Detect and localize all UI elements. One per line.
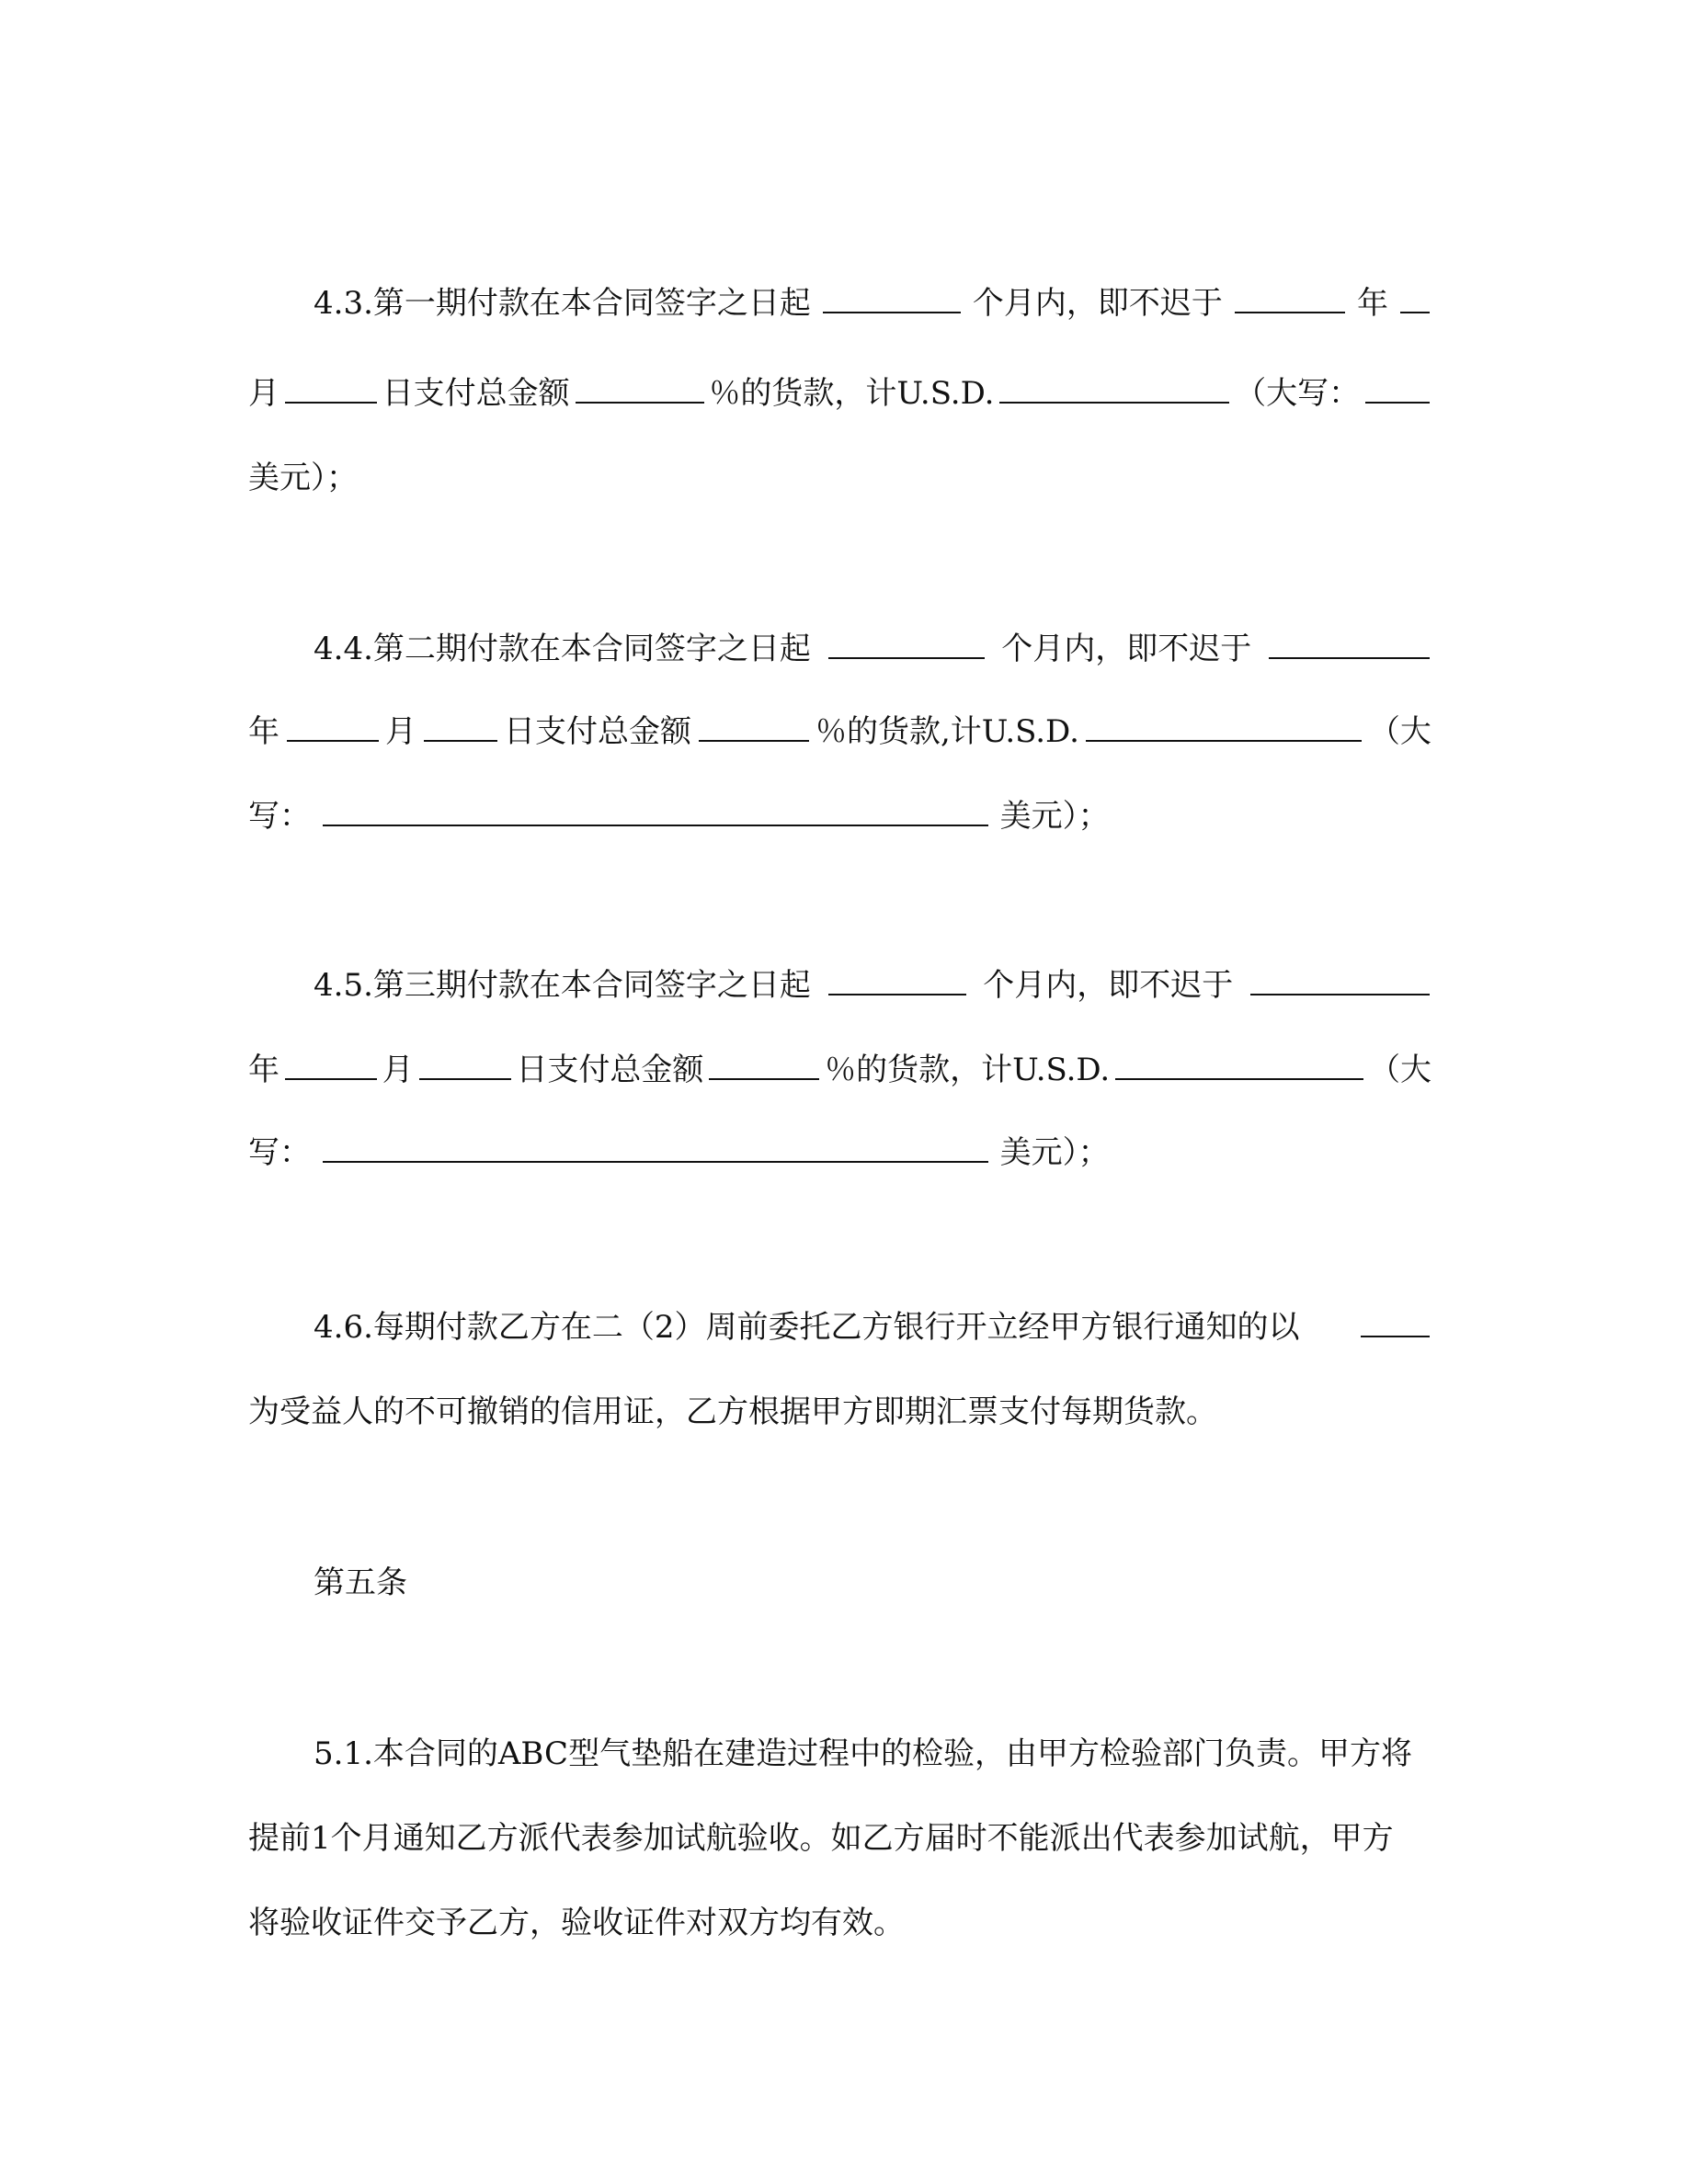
clause-4-4-text: 年 [248,713,279,750]
blank-field[interactable] [1250,962,1430,995]
clause-4-4-line-3 [248,789,1431,844]
clause-4-5-line-2 [248,1042,1431,1098]
clause-5-1-text: 提前1个月通知乙方派代表参加试航验收。如乙方届时不能派出代表参加试航，甲方 [248,1820,1394,1857]
clause-4-5-text: 美元）； [999,1134,1110,1171]
article-5-heading [314,1555,1431,1610]
clause-4-6-text: 为受益人的不可撤销的信用证，乙方根据甲方即期汇票支付每期货款。 [248,1393,1217,1430]
article-heading-text: 第五条 [314,1564,407,1601]
clause-4-4-text: 个月内，即不迟于 [1001,631,1252,667]
clause-4-6-line-2 [248,1384,1431,1439]
blank-field[interactable] [323,793,988,826]
clause-4-6-text: 4.6.每期付款乙方在二（2）周前委托乙方银行开立经甲方银行通知的以 [314,1309,1300,1346]
blank-field[interactable] [699,709,809,742]
blank-field[interactable] [1361,1304,1430,1337]
blank-field[interactable] [323,1130,988,1163]
blank-field[interactable] [828,962,966,995]
blank-field[interactable] [1269,626,1430,659]
clause-4-5-text: 写： [248,1134,311,1171]
clause-4-3-text: （大写： [1235,375,1361,412]
clause-4-3-text: 月 [248,375,279,412]
clause-4-3-text: ％的货款，计U.S.D. [709,375,995,412]
clause-4-4-line-2 [248,704,1431,759]
clause-4-5-text: 日支付总金额 [516,1052,704,1088]
clause-4-4-text: ％的货款,计U.S.D. [815,713,1079,750]
clause-4-5-text: 4.5.第三期付款在本合同签字之日起 [314,967,811,1004]
clause-4-3-text: 美元）； [248,460,358,496]
clause-4-6-line-1 [314,1300,1431,1355]
blank-field[interactable] [424,709,497,742]
blank-field[interactable] [823,280,961,313]
clause-4-5-text: （大 [1368,1052,1431,1088]
clause-4-4-text: 美元）； [999,798,1110,835]
clause-4-4-line-1 [314,621,1431,677]
clause-4-4-text: 月 [385,713,416,750]
clause-4-3-text: 年 [1356,285,1388,322]
clause-4-4-text: 4.4.第二期付款在本合同签字之日起 [314,631,811,667]
blank-field[interactable] [1235,280,1345,313]
clause-5-1-line-3 [248,1895,1431,1951]
blank-field[interactable] [1365,370,1430,404]
blank-field[interactable] [709,1047,819,1080]
clause-4-4-text: （大 [1368,713,1431,750]
clause-4-4-text: 日支付总金额 [504,713,691,750]
blank-field[interactable] [828,626,985,659]
blank-field[interactable] [1115,1047,1363,1080]
clause-5-1-line-2 [248,1811,1431,1866]
clause-4-3-text: 日支付总金额 [382,375,570,412]
clause-4-3-text: 4.3.第一期付款在本合同签字之日起 [314,285,811,322]
clause-4-5-text: ％的货款，计U.S.D. [825,1052,1111,1088]
blank-field[interactable] [1086,709,1362,742]
blank-field[interactable] [287,709,379,742]
clause-4-5-text: 个月内，即不迟于 [983,967,1234,1004]
clause-4-3-line-2 [248,366,1431,421]
clause-4-5-line-1 [314,958,1431,1013]
clause-5-1-text: 5.1.本合同的ABC型气垫船在建造过程中的检验，由甲方检验部门负责。甲方将 [314,1735,1413,1772]
clause-4-5-line-3 [248,1125,1431,1180]
clause-4-3-line-3 [248,450,1431,506]
blank-field[interactable] [999,370,1229,404]
clause-5-1-line-1 [314,1726,1431,1781]
clause-4-4-text: 写： [248,798,311,835]
clause-4-5-text: 年 [248,1052,279,1088]
clause-4-5-text: 月 [382,1052,414,1088]
blank-field[interactable] [419,1047,511,1080]
clause-5-1-text: 将验收证件交予乙方，验收证件对双方均有效。 [248,1905,905,1941]
clause-4-3-text: 个月内，即不迟于 [972,285,1223,322]
blank-field[interactable] [285,1047,377,1080]
blank-field[interactable] [1400,280,1430,313]
clause-4-3-line-1 [314,276,1431,331]
blank-field[interactable] [285,370,377,404]
blank-field[interactable] [576,370,704,404]
